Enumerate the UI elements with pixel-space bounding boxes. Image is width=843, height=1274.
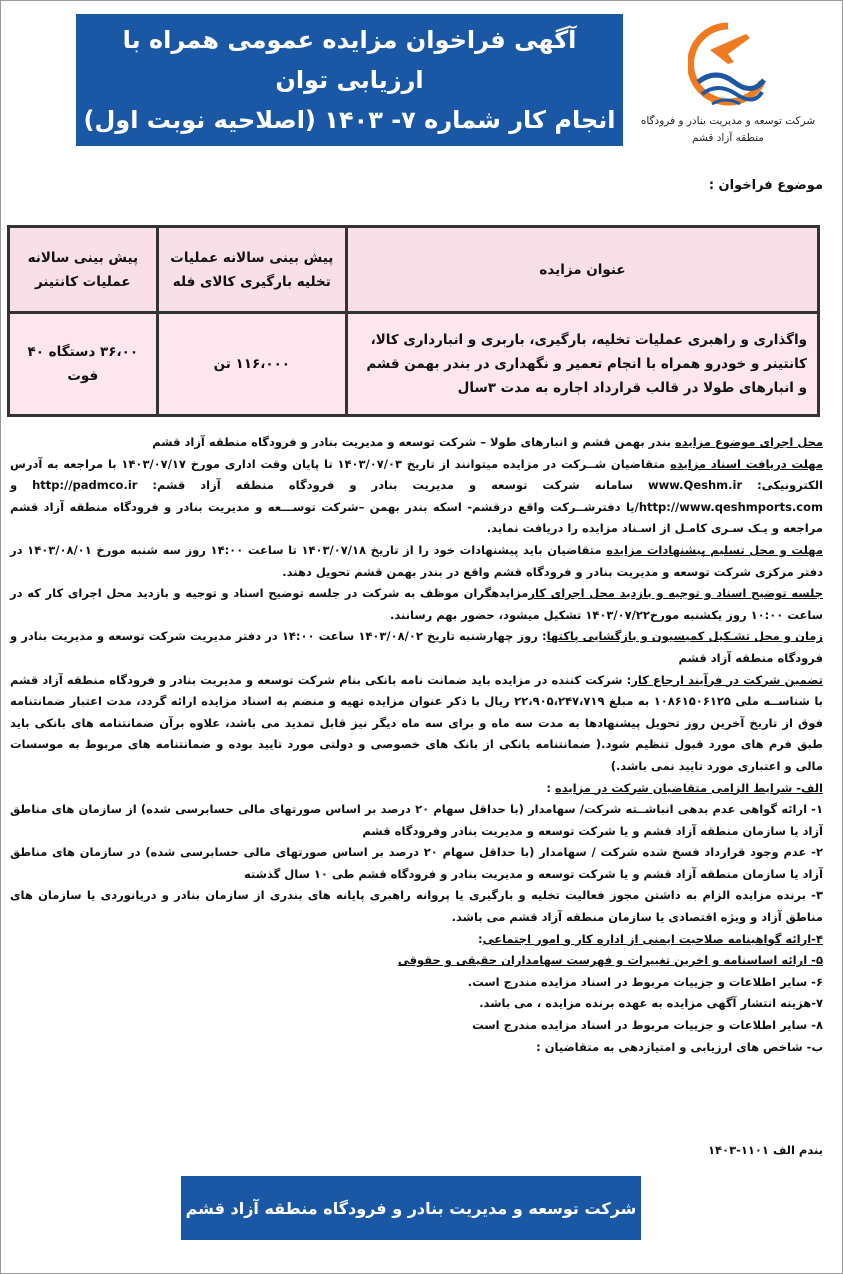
paragraph-text: ۱- ارائه گواهی عدم بدهی انباشــته شرکت/ سهامدار (با حداقل سهام ۲۰ درصد بر اساس صورتهای مالی حسابرسی شده) از سازمان های مناطق آزاد یا سازمان منطقه آزاد قشم و یا شرکت توسعه و مدیریت بنادر وفرودگاه قشم [10, 802, 823, 838]
paragraph [10, 583, 823, 626]
plane-wave-logo-icon [688, 20, 768, 112]
table-row [9, 313, 819, 416]
table-header-row [9, 227, 819, 313]
logo-caption-line-1: شرکت توسعه و مدیریت بنادر و فرودگاه [640, 115, 816, 127]
paragraph [10, 670, 823, 778]
paragraph-label: ۴-ارائه گواهینامه صلاحیت ایمنی از اداره کار و امور اجتماعی [482, 931, 823, 946]
logo-caption-line-2: منطقه آزاد قشم [692, 132, 764, 144]
table-cell-container: ۳۶،۰۰ دستگاه ۴۰ فوت [9, 313, 158, 416]
paragraph-label: محل اجرای موضوع مزایده [674, 435, 823, 449]
paragraph-text: ۷-هزینه انتشار آگهی مزایده به عهده برنده مزایده ، می باشد. [479, 996, 823, 1011]
table-header-container: پیش بینی سالانه عملیات کانتینر [9, 227, 158, 313]
company-logo [633, 20, 823, 160]
paragraph-label: جلسه توضیح اسناد و توجیه و بازدید محل اجرای کار [528, 586, 824, 601]
list-item [10, 885, 823, 928]
paragraph-text: متقاضیان باید پیشنهادات خود را از تاریخ ۱۴۰۳/۰۷/۱۸ تا ساعت ۱۴:۰۰ روز سه شنبه مورخ ۱۴۰۳/۰۸/۰۱ در دفتر مرکزی شرکت توسعه و مدیریت بنادر و فرودگاه قشم واقع در بندر بهمن قشم تحویل دهند. [10, 542, 823, 579]
paragraph-text: : روز چهارشنبه تاریخ ۱۴۰۳/۰۸/۰۲ ساعت ۱۴:۰۰ در دفتر مدیریت شرکت توسعه و مدیریت بنادر و فرودگاه منطقه آزاد قشم [10, 629, 823, 665]
paragraph-text: ب- شاخص های ارزیابی و امتیازدهی به متقاضیان : [536, 1039, 823, 1054]
paragraph-label: مهلت دریافت اسناد مزایده [670, 456, 823, 471]
paragraph-label: الف- شرایط الزامی متقاضیان شرکت در مزایده [554, 780, 823, 795]
announcement-body [10, 432, 823, 1058]
paragraph [10, 454, 823, 540]
paragraph-text: : [477, 931, 483, 946]
paragraph [10, 432, 823, 454]
table-cell-bulk: ۱۱۶،۰۰۰ تن [157, 313, 346, 416]
paragraph [10, 778, 823, 800]
table-header-title: عنوان مزایده [347, 227, 819, 313]
paragraph-text: ۲- عدم وجود قرارداد فسخ شده شرکت / سهامدار (با حداقل سهام ۲۰ درصد بر اساس صورتهای مالی حسابرسی شده) در سازمان های مناطق آزاد یا سازمان منطقه آزاد قشم و یا شرکت توسعه و مدیریت بنادر و فرودگاه قشم طی ۱۰ سال گذشته [10, 845, 823, 881]
table-cell-title: واگذاری و راهبری عملیات تخلیه، بارگیری، باربری و انبارداری کالا، کانتینر و خودرو همراه با انجام تعمیر و نگهداری در بندر بهمن قشم و انبارهای طولا در قالب قرارداد اجاره به مدت ۳سال [347, 313, 819, 416]
paragraph [10, 540, 823, 583]
paragraph-text: متقاضیان شــرکت در مزایده میتوانند از تاریخ ۱۴۰۳/۰۷/۰۳ تا پایان وقت اداری مورخ ۱۴۰۳/۰۷/۱۷ با مراجعه به آدرس الکترونیکی: www.Qeshm.ir سامانه شرکت توسعه و مدیریت بنادر و فرودگاه منطقه آزاد قشم: http://padmco.ir و http://www.qeshmports.com/یا دفترشــرکت واقع درقشم- اسکه بندر بهمن –شرکت توســـعه و مدیریت بنادر و فرودگاه منطقه آزاد قشم مراجعه و یـک سـری کامـل از اسـناد مزایده را دریافت نماید. [10, 456, 823, 536]
list-item [10, 929, 823, 951]
paragraph-text: مزایدهگران موظف به شرکت در جلسه توضیح اسناد و توجیه و بازدید محل اجرای کار که در ساعت ۱۰:۰۰ روز یکشنبه مورخ۱۴۰۳/۰۷/۲۲ تشکیل میشود، حضور بهم رسانند. [10, 586, 823, 622]
footer-company-name: شرکت توسعه و مدیریت بنادر و فرودگاه منطقه آزاد قشم [185, 1198, 637, 1218]
paragraph-text: ۶- سایر اطلاعات و جزییات مربوط در اسناد مزایده مندرج است. [467, 974, 823, 989]
paragraph-label: مهلت و محل تسلیم پیشنهادات مزایده [606, 542, 823, 557]
list-item [10, 1015, 823, 1037]
paragraph-text: ۳- برنده مزایده الزام به داشتن مجوز فعالیت تخلیه و بارگیری یا پروانه راهبری پایانه های بندری از سازمان بنادر و دریانوردی یا سازمان های مناطق آزاد و ویژه اقتصادی یا سازمان منطقه آزاد قشم می باشد. [10, 888, 823, 925]
list-item [10, 993, 823, 1015]
list-item [10, 799, 823, 842]
title-line-1: آگهی فراخوان مزایده عمومی همراه با ارزیابی توان [122, 26, 577, 94]
list-item [10, 842, 823, 885]
announcement-title-box [76, 14, 623, 146]
subject-label: موضوع فراخوان : [708, 178, 823, 193]
paragraph-label: ۵- ارائه اساسنامه و اخرین تغییرات و فهرست سهامداران حقیقی و حقوقی [397, 953, 823, 968]
auction-table [7, 225, 820, 417]
list-item [10, 972, 823, 994]
list-item [10, 1037, 823, 1059]
title-line-2: انجام کار شماره ۷- ۱۴۰۳ (اصلاحیه نوبت اول) [83, 106, 616, 134]
paragraph [10, 626, 823, 669]
paragraph-label: تضمین شرکت در فرآیند ارجاع کار [631, 672, 823, 687]
list-item [10, 950, 823, 972]
paragraph-text: ۸- سایر اطلاعات و جزییات مربوط در اسناد مزایده مندرج است [472, 1018, 823, 1033]
paragraph-text: : [546, 780, 555, 795]
footer-company-box [181, 1176, 641, 1240]
paragraph-label: زمان و محل تشـکیل کمیسیون و بازگشایی پاکتها [546, 629, 823, 644]
reference-number: بندم الف ۱۱۰۱-۱۴۰۳ [708, 1143, 823, 1157]
paragraph-text: بندر بهمن قشم و انبارهای طولا – شرکت توسعه و مدیریت بنادر و فرودگاه منطقه آزاد قشم [152, 435, 675, 449]
paragraph-text: : شرکت کننده در مزایده باید ضمانت نامه بانکی بنام شرکت توسعه و مدیریت بنادر و فرودگاه منطقه آزاد قشم با شناســه ملی ۱۰۸۶۱۵۰۶۱۲۵ به مبلغ ۲۲،۹۰۵،۲۴۷،۷۱۹ ریال با ذکر عنوان مزایده تهیه و منضم به اسناد مزایده ارائه گردد، مدت اعتبار ضمانتنامه فوق از تاریخ آخرین روز تحویل پیشنهادها به مدت سه ماه و برای سه ماه دیگر نیز قابل تمدید می باشد، علاوه برآن ضمانتنامه های بانکی باید طبق فرم های مورد قبول تنظیم شود.( ضمانتنامه بانکی از بانک های خصوصی و دولتی مورد تایید بوده و ضمانتنامه های مربوط به موسسات مالی و اعتباری مورد تایید نمی باشد.) [10, 672, 824, 773]
table-header-bulk: پیش بینی سالانه عملیات تخلیه بارگیری کالای فله [157, 227, 346, 313]
